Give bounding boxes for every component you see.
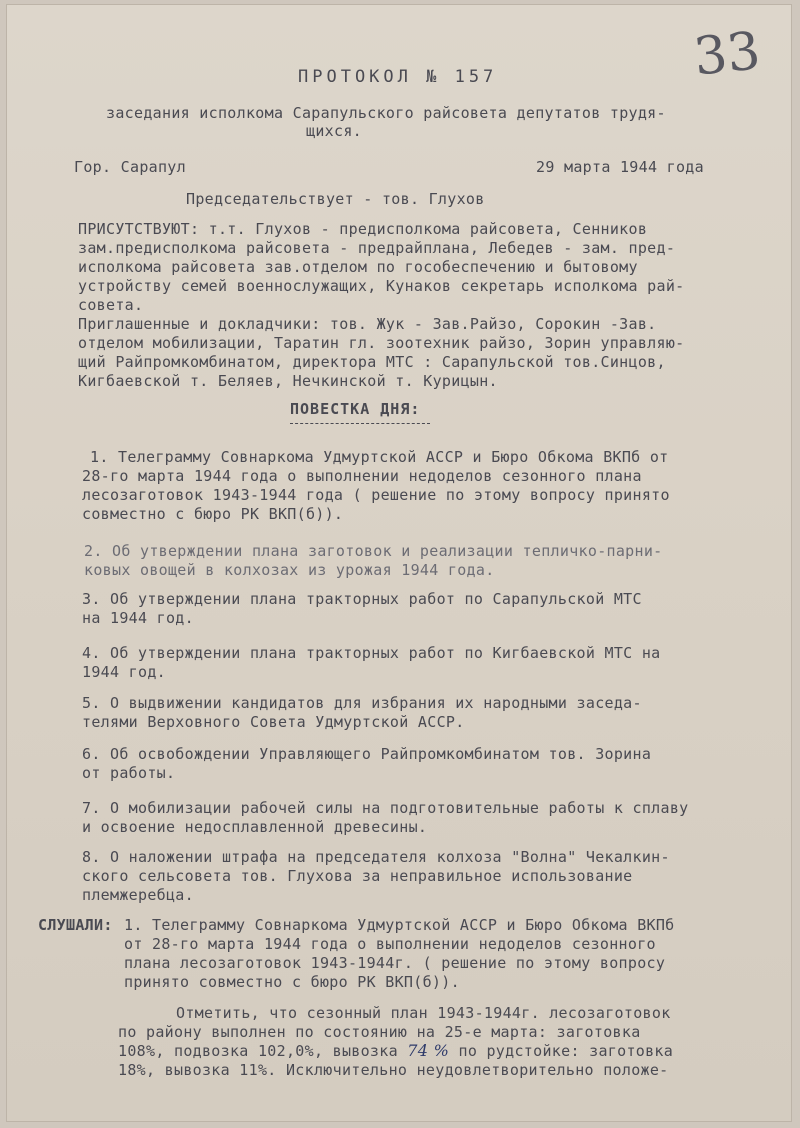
city: Гор. Сарапул [74, 158, 186, 176]
subtitle-line-1: заседания исполкома Сарапульского райсовета депутатов трудя- [106, 104, 666, 122]
invited-line: Кигбаевской т. Беляев, Нечкинской т. Курицын. [78, 372, 498, 390]
agenda-underline [290, 423, 430, 424]
agenda-item-7: 7. О мобилизации рабочей силы на подготовительные работы к сплаву [82, 799, 689, 817]
agenda-item-5-line: телями Верховного Совета Удмуртской АССР. [82, 713, 465, 731]
handwritten-page-number: 33 [691, 21, 764, 88]
agenda-item-1-line: лесозаготовок 1943-1944 года ( решение по этому вопросу принято [82, 486, 670, 504]
agenda-item-4-line: 1944 год. [82, 663, 166, 681]
agenda-item-8-line: ского сельсовета тов. Глухова за неправильное использование [82, 867, 633, 885]
heard-line: плана лесозаготовок 1943-1944г. ( решение по этому вопросу [124, 954, 666, 972]
agenda-item-3-line: на 1944 год. [82, 609, 194, 627]
present-line: совета. [78, 296, 144, 314]
heard-line: 1. Телеграмму Совнаркома Удмуртской АССР и Бюро Обкома ВКПб [124, 916, 675, 934]
agenda-item-6-line: от работы. [82, 764, 176, 782]
heard-line: от 28-го марта 1944 года о выполнении недоделов сезонного [124, 935, 656, 953]
agenda-item-4: 4. Об утверждении плана тракторных работ по Кигбаевской МТС на [82, 644, 661, 662]
decision-line: Отметить, что сезонный план 1943-1944г. лесозаготовок [176, 1004, 671, 1022]
agenda-item-7-line: и освоение недосплавленной древесины. [82, 818, 428, 836]
agenda-item-8: 8. О наложении штрафа на председателя колхоза "Волна" Чекалкин- [82, 848, 670, 866]
present-line: ПРИСУТСТВУЮТ: т.т. Глухов - предисполкома райсовета, Сенников [78, 220, 648, 238]
decision-line-part: по рудстойке: заготовка [458, 1042, 674, 1060]
agenda-item-2: 2. Об утверждении плана заготовок и реализации тепличко-парни- [84, 542, 663, 560]
present-line: устройству семей военнослужащих, Кунаков секретарь исполкома рай- [78, 277, 685, 295]
subtitle-line-2: щихся. [306, 122, 362, 140]
agenda-item-6: 6. Об освобождении Управляющего Райпромкомбинатом тов. Зорина [82, 745, 652, 763]
decision-line: по району выполнен по состоянию на 25-е марта: заготовка [118, 1023, 641, 1041]
chairman-line: Председательствует - тов. Глухов [186, 190, 485, 208]
heard-line: принято совместно с бюро РК ВКП(б)). [124, 973, 460, 991]
heard-label: СЛУШАЛИ: [38, 916, 113, 934]
meeting-date: 29 марта 1944 года [536, 158, 704, 176]
handwritten-correction: 74 % [407, 1041, 450, 1060]
decision-line: 18%, вывозка 11%. Исключительно неудовлетворительно положе- [118, 1061, 669, 1079]
agenda-item-8-line: племжеребца. [82, 886, 194, 904]
agenda-item-5: 5. О выдвижении кандидатов для избрания их народными заседа- [82, 694, 642, 712]
invited-line: отделом мобилизации, Таратин гл. зоотехник райзо, Зорин управляю- [78, 334, 685, 352]
document-title: ПРОТОКОЛ № 157 [298, 67, 498, 87]
agenda-item-2-line: ковых овощей в колхозах из урожая 1944 года. [84, 561, 495, 579]
decision-line-part: 108%, подвозка 102,0%, вывозка [118, 1042, 398, 1060]
invited-line: Приглашенные и докладчики: тов. Жук - Зав.Райзо, Сорокин -Зав. [78, 315, 657, 333]
agenda-item-1-line: 28-го марта 1944 года о выполнении недоделов сезонного плана [82, 467, 642, 485]
agenda-item-1-line: совместно с бюро РК ВКП(б)). [82, 505, 344, 523]
document-page [6, 4, 792, 1122]
present-line: зам.предисполкома райсовета - предрайплана, Лебедев - зам. пред- [78, 239, 676, 257]
present-line: исполкома райсовета зав.отделом по гособеспечению и бытовому [78, 258, 638, 276]
agenda-item-1: 1. Телеграмму Совнаркома Удмуртской АССР и Бюро Обкома ВКПб от [90, 448, 669, 466]
agenda-heading: ПОВЕСТКА ДНЯ: [290, 400, 421, 418]
agenda-item-3: 3. Об утверждении плана тракторных работ по Сарапульской МТС [82, 590, 642, 608]
invited-line: щий Райпромкомбинатом, директора МТС : Сарапульской тов.Синцов, [78, 353, 666, 371]
decision-line [118, 1042, 673, 1060]
